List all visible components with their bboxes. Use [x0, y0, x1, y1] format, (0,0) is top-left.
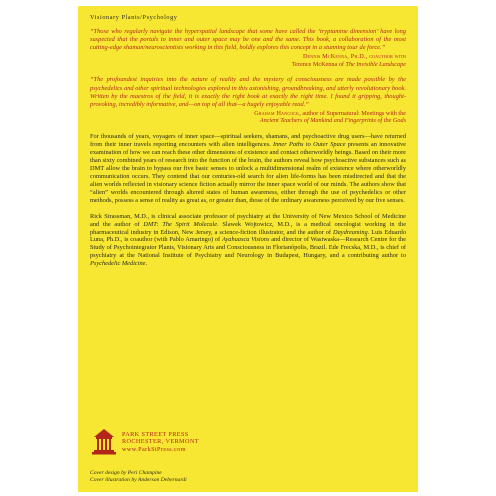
bio-book-title: DMT: The Spirit Molecule — [143, 220, 218, 228]
attribution-line-2 — [90, 61, 406, 69]
attribution-rest: , author of Supernatural: Meetings with the — [299, 109, 406, 117]
author-bios — [90, 213, 406, 269]
bio-text: . Luis Eduardo Luna, Ph.D., is coauthor (with Pablo Amaringo) of — [90, 228, 406, 244]
bio-book-title: Daydreaming — [333, 228, 368, 236]
attribution-line-2: Ancient Teachers of Mankind and Fingerprints of the Gods — [259, 117, 406, 125]
publisher-logo-icon — [90, 428, 118, 456]
quote-mckenna: “Those who regularly navigate the hyperspatial landscape that some have called the ‘tryptamine dimension’ have long suspected that the portals to inner and outer space may be one and the same. This book, a collaboration of the most cutting-edge shaman/neuroscientists working in this field, boldly explores this concept in a stunning tour de force.” — [90, 28, 406, 52]
publisher-url[interactable]: www.ParkStPress.com — [122, 445, 186, 453]
bio-text: Rick Strassman, M.D., is clinical associate professor of psychiatry at the University of New Mexico School of Medicine and the author of — [90, 212, 406, 228]
description-book-title: Inner Paths to Outer Space — [272, 140, 346, 148]
bio-text: . — [145, 260, 148, 268]
category-label: Visionary Plants/Psychology — [90, 14, 178, 21]
publisher-info — [122, 431, 199, 453]
book-description — [90, 133, 406, 205]
publisher-name: PARK STREET PRESS — [122, 431, 189, 438]
bio-text: . Slawek Wojtowicz, M.D., is a medical oncologist working in the pharmaceutical industry in Edison, New Jersey, a science-fiction illustrator, and the author of — [90, 220, 407, 236]
attribution-name: Graham Hancock — [254, 109, 300, 117]
quote-hancock-attribution — [90, 110, 406, 125]
cover-design-credit: Cover design by Peri Champine — [90, 470, 162, 476]
attribution-line-1 — [90, 110, 406, 118]
attribution-prefix: Terence McKenna of — [291, 60, 346, 68]
description-part-1: For thousands of years, voyagers of inner space—spiritual seekers, shamans, and psychoactive drug users—have returned from their inner travels reporting encounters with alien intelligences. — [90, 133, 406, 148]
bio-book-title: Ayahuasca Visions — [221, 236, 270, 244]
publisher-location: ROCHESTER, VERMONT — [122, 438, 199, 446]
quote-mckenna-attribution — [90, 53, 406, 68]
book-back-cover — [78, 6, 418, 492]
cover-credits — [90, 470, 187, 484]
description-part-2: presents an innovative examination of how we can reach these other dimensions of existence and contact otherworldly beings. Based on their more than sixty combined years of research into the function of the brain, the authors reveal how psychoactive substances such as DMT allow the brain to bypass our five basic senses to unlock a multidimensional realm of existence where otherworldly communication occurs. They contend that our centuries-old search for alien life-forms has been misdirected and that the alien worlds reflected in visionary science fiction actually mirror the inner space world of our minds. The authors show that “alien” worlds encountered through altered states of human awareness, either through the use of psychedelics or other methods, possess a sense of reality as great as, or greater than, those of the ordinary awareness perceived by our five senses. — [90, 140, 407, 204]
cover-illustration-credit: Cover illustration by Anderson Debernardi — [90, 477, 187, 483]
attribution-book-title: The Invisible Landscape — [345, 60, 406, 68]
quote-hancock: “The profoundest inquiries into the nature of reality and the mystery of consciousness are made possible by the psychedelics and other spiritual technologies explored in this astonishing, groundbreaking, and utterly revolutionary book. Written by the maestros of the field, it is exactly the right book at exactly the right time. I found it gripping, thought-provoking, incredibly informative, and—on top of all that—a hugely enjoyable read.” — [90, 76, 406, 108]
attribution-line-1: Dennis McKenna, Ph.D., coauthor with — [302, 53, 406, 61]
bio-text: and director of Wasiwaska—Research Centre for the Study of Psychointegrator Plants, Visionary Arts and Consciousness in Florianópolis, Brazil. Ede Frecska, M.D., is chief of psychiatry at the National Institute of Psychiatry and Neurology in Budapest, Hungary, and a contributing author to — [90, 236, 406, 260]
bio-book-title: Psychedelic Medicine — [90, 260, 146, 268]
